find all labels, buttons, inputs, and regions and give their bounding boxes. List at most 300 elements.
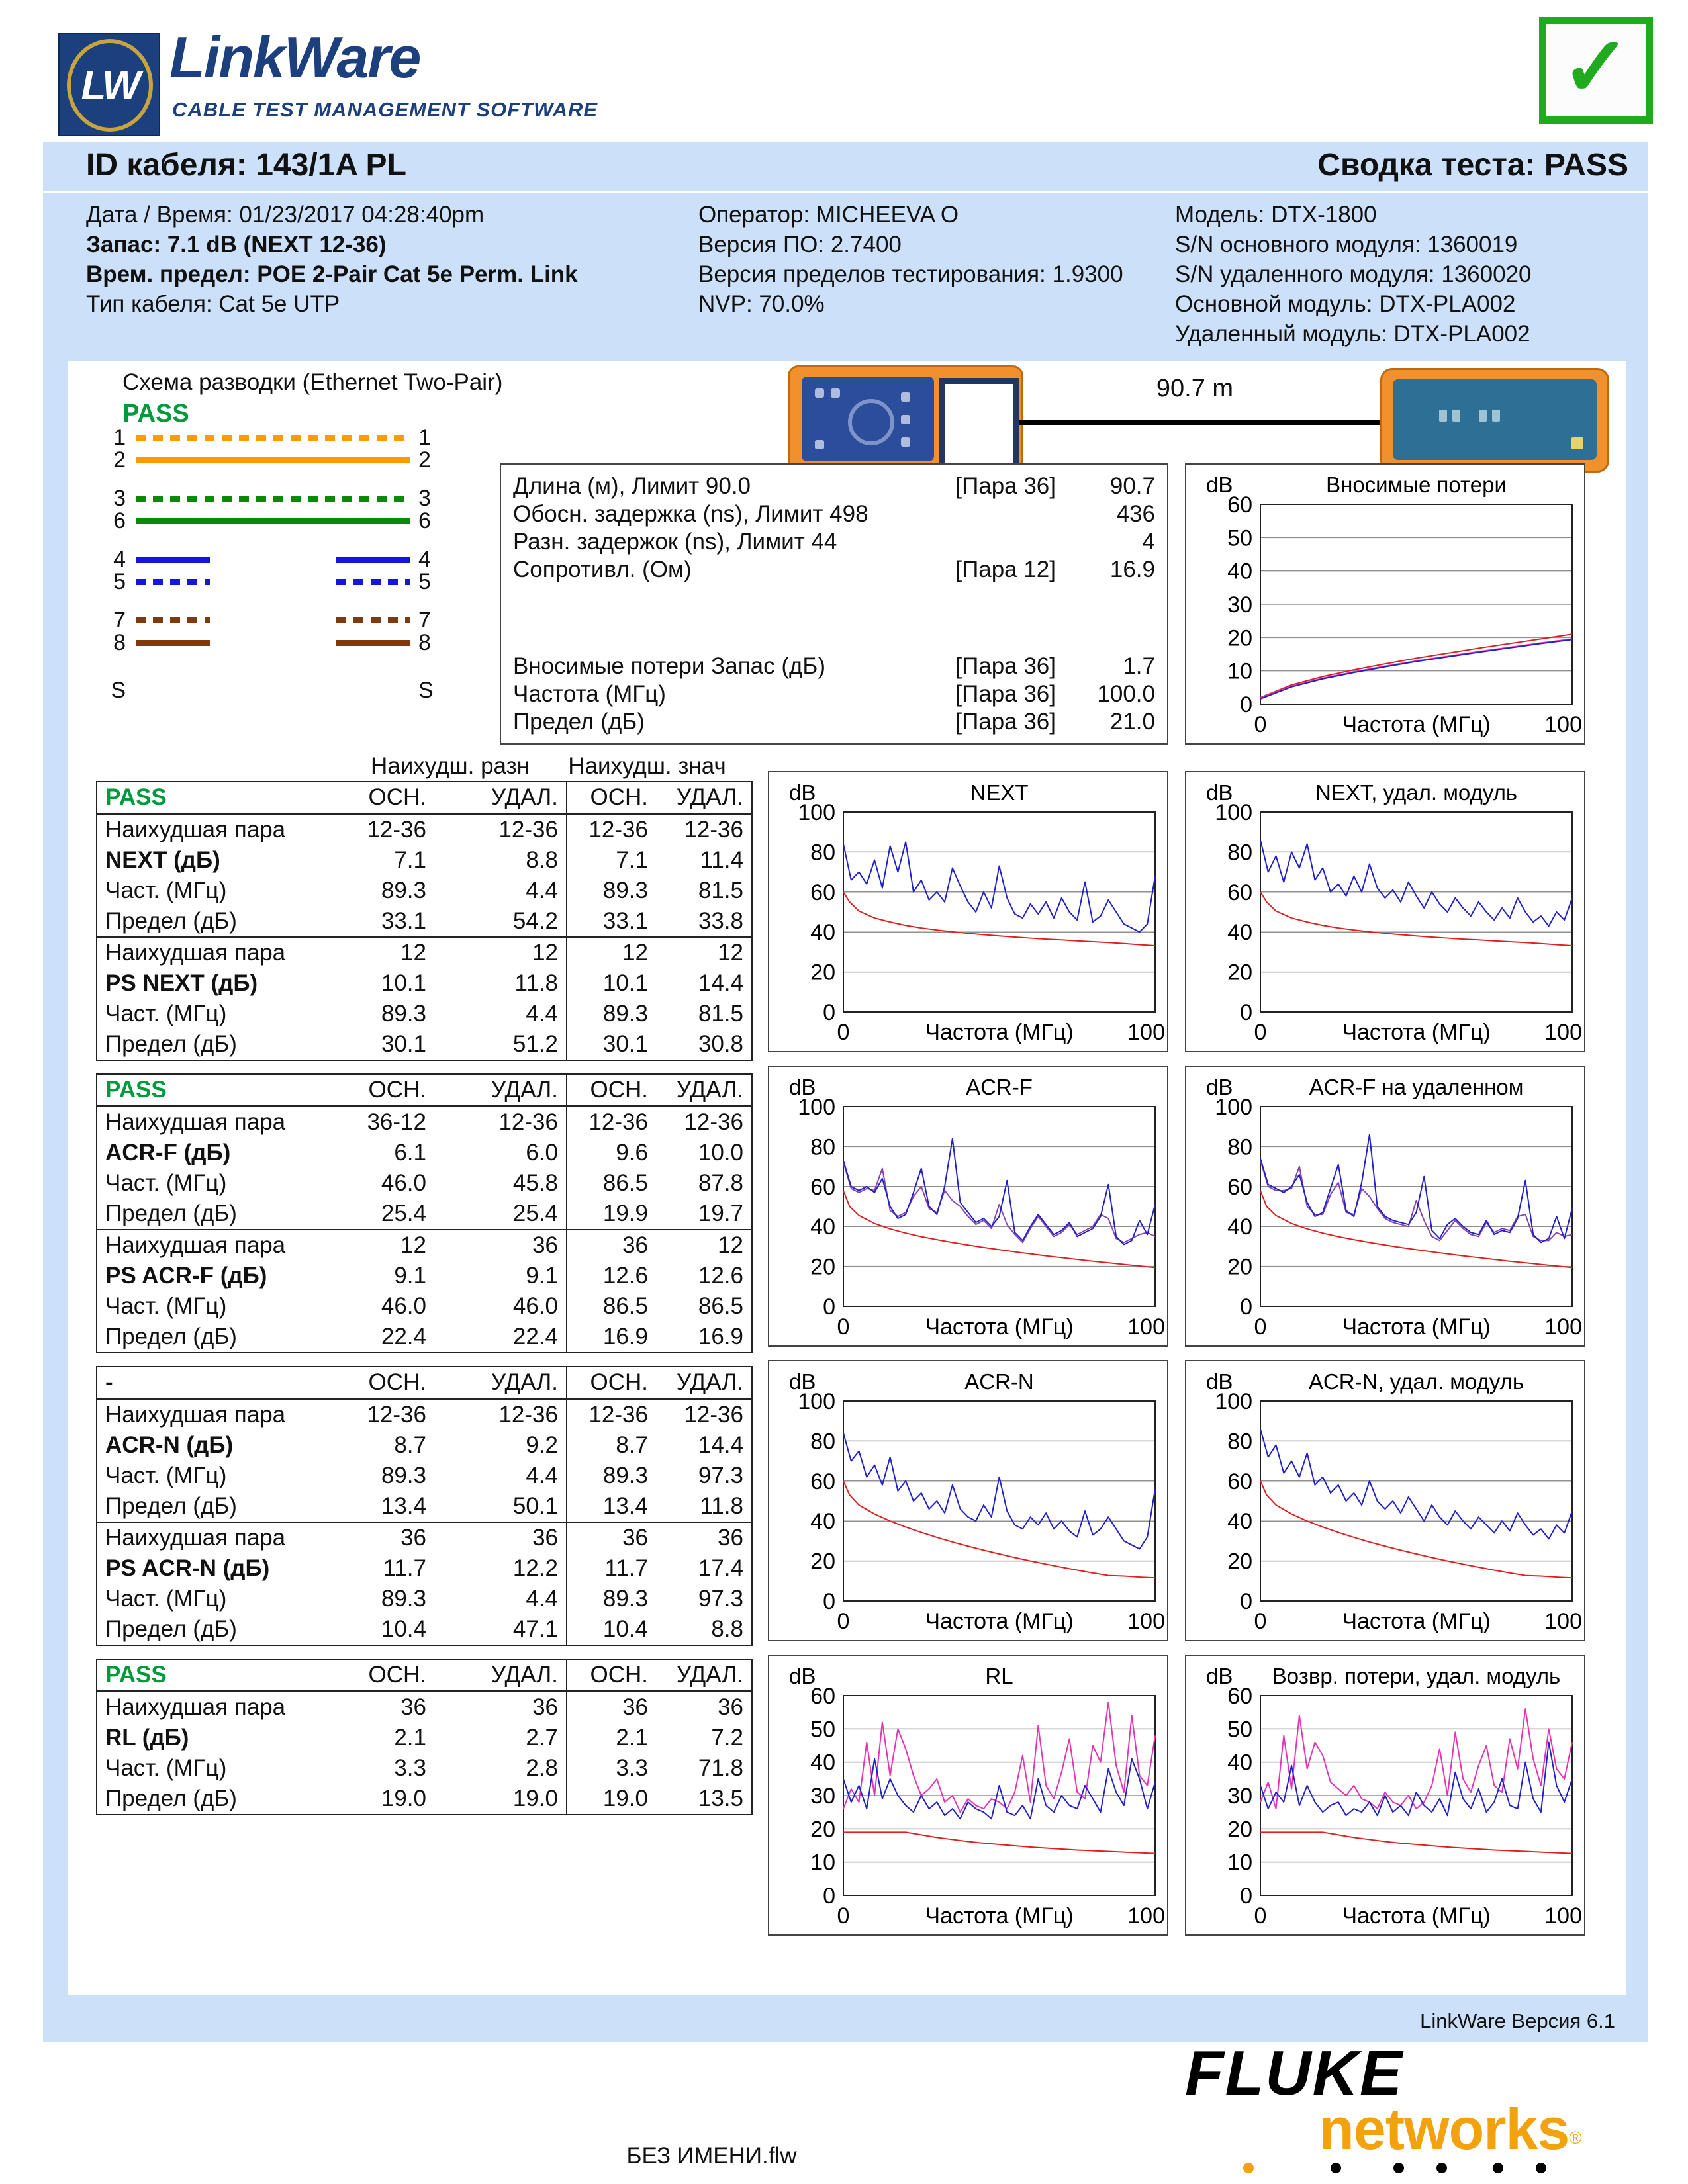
- cell-value: 86.5: [567, 1291, 656, 1322]
- measure-label: Сопротивл. (Ом): [513, 557, 692, 582]
- cell-value: 12-36: [684, 1402, 743, 1428]
- x-axis-label: Частота (МГц): [1342, 1609, 1491, 1634]
- measure-row: [513, 473, 1155, 500]
- cell-value: 10.0: [698, 1140, 743, 1165]
- y-tick-label: 100: [798, 800, 835, 825]
- x-max-label: 100: [1544, 712, 1582, 737]
- wiremap-pin-label: 3: [418, 486, 431, 511]
- wiremap-wire: [136, 557, 210, 563]
- chart-series: [843, 1191, 1155, 1268]
- cell-value: 12-36: [567, 814, 656, 846]
- y-tick-label: 0: [1240, 1295, 1252, 1320]
- row-label: Предел (дБ): [105, 908, 237, 934]
- row-label: Предел (дБ): [105, 1786, 237, 1811]
- fluke-dot: [1331, 2163, 1341, 2173]
- cell-value: 36-12: [367, 1109, 426, 1135]
- cell-value: 89.3: [381, 1001, 426, 1026]
- x-axis-label: Частота (МГц): [1342, 1020, 1491, 1045]
- next-result-table: [96, 781, 753, 1061]
- cable-length-label: 90.7 m: [1156, 375, 1234, 402]
- cell-value: 2.1: [567, 1723, 656, 1753]
- table-status: PASS: [97, 782, 335, 814]
- cell-value: 12: [567, 937, 656, 968]
- cell-value: 10.4: [381, 1616, 426, 1642]
- cell-value: 13.4: [381, 1493, 426, 1519]
- x-axis-label: Частота (МГц): [925, 1314, 1074, 1340]
- measure-value: 90.7: [1109, 473, 1155, 499]
- chart-unit-label: dB: [789, 1369, 816, 1394]
- y-tick-label: 30: [1227, 592, 1252, 617]
- cell-value: 19.0: [512, 1786, 558, 1811]
- chart-series: [1260, 639, 1572, 698]
- row-label: ACR-F (дБ): [105, 1140, 231, 1165]
- cell-value: 12-36: [684, 817, 743, 842]
- cell-value: 12: [656, 937, 752, 968]
- cell-value: 36: [434, 1522, 567, 1553]
- cell-value: 2.1: [394, 1725, 426, 1751]
- y-tick-label: 100: [798, 1095, 835, 1120]
- row-label: ACR-N (дБ): [105, 1432, 234, 1458]
- logo-ellipse: [67, 39, 153, 132]
- table-status: PASS: [97, 1074, 335, 1107]
- y-tick-label: 0: [1240, 1884, 1252, 1909]
- x-max-label: 100: [1544, 1020, 1582, 1045]
- fluke-logo: FLUKE: [1185, 2038, 1403, 2109]
- acrf-result-table: [96, 1073, 753, 1353]
- x-axis-label: Частота (МГц): [925, 1609, 1074, 1634]
- chart-insertion-loss: [1185, 463, 1585, 745]
- cell-value: 87.8: [698, 1170, 743, 1196]
- y-tick-label: 10: [1227, 659, 1252, 684]
- y-tick-label: 20: [810, 1549, 835, 1574]
- cell-value: 89.3: [567, 1584, 656, 1614]
- cell-value: 12.6: [698, 1263, 743, 1289]
- cell-value: 81.5: [698, 1001, 743, 1026]
- remote-tester-face: [1393, 379, 1597, 460]
- chart-acrn: [768, 1360, 1168, 1641]
- cell-value: 11.4: [700, 847, 743, 873]
- y-tick-label: 60: [1227, 1174, 1252, 1200]
- measure-label: Предел (дБ): [513, 709, 645, 735]
- cell-value: 4.4: [526, 1001, 558, 1026]
- y-tick-label: 60: [1227, 880, 1252, 905]
- measure-value: 4: [1142, 529, 1155, 555]
- logo-subtitle: CABLE TEST MANAGEMENT SOFTWARE: [172, 98, 598, 121]
- wiremap-wire: [136, 435, 410, 441]
- chart-next-remote: [1185, 771, 1585, 1052]
- cell-value: 16.9: [698, 1324, 743, 1349]
- row-label: PS NEXT (дБ): [105, 970, 258, 996]
- fluke-dot: [1436, 2163, 1447, 2173]
- header-info-line: Удаленный модуль: DTX-PLA002: [1175, 321, 1530, 347]
- cell-value: 12: [656, 1230, 752, 1261]
- row-label: NEXT (дБ): [105, 847, 220, 873]
- chart-series: [1260, 1481, 1572, 1578]
- y-tick-label: 100: [1215, 1095, 1252, 1120]
- y-tick-label: 40: [1227, 559, 1252, 584]
- chart-acrf: [768, 1066, 1168, 1347]
- networks-logo: networks®: [1319, 2096, 1581, 2161]
- x-min-label: 0: [1254, 1314, 1267, 1340]
- y-tick-label: 60: [810, 880, 835, 905]
- y-tick-label: 0: [1240, 692, 1252, 717]
- wiremap-wire: [136, 457, 410, 463]
- y-tick-label: 40: [1227, 1214, 1252, 1240]
- chart-unit-label: dB: [1206, 780, 1233, 805]
- y-tick-label: 100: [798, 1389, 835, 1414]
- table-status: -: [97, 1367, 335, 1399]
- wiremap-pin-label: 6: [113, 508, 126, 533]
- y-tick-label: 10: [1227, 1850, 1252, 1876]
- measure-pair: [923, 528, 1056, 556]
- y-tick-label: 60: [1227, 1469, 1252, 1494]
- cell-value: 36: [567, 1522, 656, 1553]
- row-label: Част. (МГц): [105, 1463, 227, 1488]
- header-info-line: NVP: 70.0%: [698, 291, 825, 317]
- header-info-line: Запас: 7.1 dB (NEXT 12-36): [86, 232, 387, 257]
- cell-value: 17.4: [698, 1555, 743, 1581]
- cell-value: 45.8: [512, 1170, 558, 1196]
- x-min-label: 0: [1254, 1903, 1267, 1929]
- main-tester-screen: [939, 378, 1019, 472]
- cell-value: 97.3: [698, 1586, 743, 1612]
- column-header: УДАЛ.: [656, 1367, 752, 1399]
- cell-value: 8.8: [711, 1616, 743, 1642]
- row-label: Предел (дБ): [105, 1616, 237, 1642]
- y-tick-label: 40: [1227, 920, 1252, 946]
- header-info-line: Версия ПО: 2.7400: [698, 232, 902, 257]
- y-tick-label: 20: [1227, 1254, 1252, 1280]
- header-info-line: S/N основного модуля: 1360019: [1175, 232, 1518, 257]
- wiremap-wire: [336, 640, 410, 646]
- measure-value: 21.0: [1109, 709, 1155, 735]
- y-tick-label: 80: [1227, 840, 1252, 866]
- cell-value: 10.4: [567, 1614, 656, 1645]
- column-header: УДАЛ.: [434, 1659, 567, 1692]
- cell-value: 71.8: [698, 1755, 743, 1781]
- cell-value: 30.8: [698, 1031, 743, 1057]
- header-info-line: Модель: DTX-1800: [1175, 202, 1377, 228]
- wiremap-wire: [136, 496, 410, 502]
- cell-value: 11.7: [383, 1555, 426, 1581]
- wiremap-wire: [336, 617, 410, 623]
- cell-value: 16.9: [567, 1322, 656, 1353]
- measure-label: Частота (МГц): [513, 681, 666, 707]
- cell-value: 12-36: [498, 1402, 558, 1428]
- y-tick-label: 20: [810, 1254, 835, 1280]
- cell-value: 89.3: [567, 876, 656, 906]
- chart-unit-label: dB: [1206, 1664, 1233, 1688]
- row-label: Наихудшая пара: [105, 1402, 286, 1428]
- wiremap-wire: [136, 518, 410, 524]
- cell-value: 36: [718, 1694, 743, 1720]
- chart-series: [1260, 634, 1572, 698]
- fluke-dot: [1536, 2163, 1546, 2173]
- x-axis-label: Частота (МГц): [925, 1903, 1074, 1929]
- chart-title: ACR-F: [966, 1075, 1033, 1099]
- row-label: Наихудшая пара: [97, 1522, 335, 1553]
- x-min-label: 0: [1254, 1609, 1267, 1634]
- chart-series: [1260, 1742, 1572, 1815]
- chart-series: [843, 1163, 1155, 1243]
- cell-value: 36: [335, 1522, 434, 1553]
- chart-series: [843, 1481, 1155, 1578]
- chart-title: ACR-N, удал. модуль: [1308, 1369, 1524, 1394]
- row-label: Част. (МГц): [105, 1001, 227, 1026]
- chart-series: [1260, 639, 1572, 699]
- chart-title: Вносимые потери: [1326, 473, 1507, 497]
- table-status: PASS: [97, 1659, 335, 1692]
- column-header: ОСН.: [567, 1367, 656, 1399]
- row-label: PS ACR-N (дБ): [105, 1555, 270, 1581]
- software-version-label: LinkWare Версия 6.1: [1420, 2009, 1615, 2032]
- row-label: Предел (дБ): [105, 1201, 237, 1226]
- cable-link-line: [1019, 420, 1380, 425]
- linkware-logo-icon: [58, 33, 160, 136]
- title-divider: [43, 191, 1648, 193]
- header-info-line: Тип кабеля: Cat 5e UTP: [86, 291, 340, 317]
- y-tick-label: 40: [810, 1214, 835, 1240]
- remote-tester-image: [1380, 368, 1609, 473]
- chart-title: NEXT: [970, 780, 1029, 805]
- measure-row: [513, 528, 1155, 556]
- cell-value: 12-36: [498, 817, 558, 842]
- cell-value: 6.1: [394, 1140, 426, 1165]
- cell-value: 33.1: [567, 906, 656, 937]
- y-tick-label: 40: [810, 1509, 835, 1535]
- cell-value: 89.3: [381, 1463, 426, 1488]
- cell-value: 30.1: [567, 1029, 656, 1060]
- column-header: УДАЛ.: [434, 1367, 567, 1399]
- column-header: ОСН.: [335, 1367, 434, 1399]
- cell-value: 12.6: [567, 1261, 656, 1291]
- column-header: УДАЛ.: [656, 782, 752, 814]
- x-axis-label: Частота (МГц): [1342, 1903, 1491, 1929]
- cell-value: 7.1: [567, 845, 656, 876]
- measure-pair: [Пара 36]: [955, 653, 1056, 679]
- results-header-margin: Наихудш. разн: [371, 753, 530, 779]
- x-max-label: 100: [1127, 1020, 1165, 1045]
- cell-value: 4.4: [526, 878, 558, 903]
- row-label: Част. (МГц): [105, 1586, 227, 1612]
- y-tick-label: 30: [810, 1784, 835, 1809]
- chart-series: [843, 1433, 1155, 1549]
- y-tick-label: 80: [810, 1429, 835, 1455]
- y-tick-label: 80: [810, 840, 835, 866]
- cell-value: 46.0: [381, 1170, 426, 1196]
- header-info-line: Основной модуль: DTX-PLA002: [1175, 291, 1516, 317]
- chart-unit-label: dB: [1206, 1369, 1233, 1394]
- cell-value: 19.0: [567, 1784, 656, 1815]
- cell-value: 3.3: [567, 1753, 656, 1784]
- chart-title: ACR-F на удаленном: [1309, 1075, 1524, 1099]
- acrn-result-table: [96, 1366, 753, 1646]
- cell-value: 11.7: [567, 1553, 656, 1584]
- cell-value: 12-36: [567, 1107, 656, 1138]
- cell-value: 36: [656, 1522, 752, 1553]
- wiremap-wire: [136, 579, 210, 585]
- column-header: ОСН.: [335, 1074, 434, 1107]
- header-info-line: Оператор: MICHEEVA O: [698, 202, 959, 228]
- cell-value: 11.8: [514, 970, 558, 996]
- wiremap-pin-label: 4: [113, 547, 126, 572]
- cell-value: 86.5: [567, 1168, 656, 1199]
- column-header: УДАЛ.: [434, 1074, 567, 1107]
- wiremap-pin-label: 1: [418, 425, 431, 450]
- cell-value: 46.0: [381, 1293, 426, 1319]
- x-max-label: 100: [1127, 1903, 1165, 1929]
- wiremap-title: Схема разводки (Ethernet Two-Pair): [122, 369, 503, 395]
- cell-value: 22.4: [381, 1324, 426, 1349]
- chart-series: [1260, 840, 1572, 926]
- row-label: Наихудшая пара: [105, 1694, 286, 1720]
- x-axis-label: Частота (МГц): [925, 1020, 1074, 1045]
- report-filename: БЕЗ ИМЕНИ.flw: [626, 2143, 797, 2169]
- row-label: PS ACR-F (дБ): [105, 1263, 267, 1289]
- y-tick-label: 10: [810, 1850, 835, 1876]
- y-tick-label: 0: [823, 1884, 835, 1909]
- row-label: Предел (дБ): [105, 1324, 237, 1349]
- cell-value: 89.3: [381, 1586, 426, 1612]
- chart-title: Возвр. потери, удал. модуль: [1272, 1664, 1561, 1688]
- cell-value: 30.1: [381, 1031, 426, 1057]
- wiremap-pin-label: 3: [113, 486, 126, 511]
- cell-value: 12-36: [498, 1109, 558, 1135]
- row-label: Част. (МГц): [105, 878, 227, 903]
- logo-mark: LW: [81, 62, 139, 109]
- measure-value: 100.0: [1097, 681, 1155, 707]
- x-max-label: 100: [1544, 1314, 1582, 1340]
- column-header: УДАЛ.: [656, 1659, 752, 1692]
- main-tester-keypad: [802, 377, 934, 461]
- wiremap-pin-label: 5: [113, 569, 126, 594]
- cell-value: 12: [434, 937, 567, 968]
- table-spacer: [513, 584, 1155, 653]
- cell-value: 9.1: [526, 1263, 558, 1289]
- fluke-dot: [1493, 2163, 1503, 2173]
- chart-series: [1260, 892, 1572, 946]
- measure-pair: [Пара 36]: [955, 709, 1056, 735]
- y-tick-label: 0: [1240, 1589, 1252, 1614]
- x-min-label: 0: [837, 1903, 850, 1929]
- cell-value: 11.8: [700, 1493, 743, 1519]
- cell-value: 9.1: [394, 1263, 426, 1289]
- x-max-label: 100: [1544, 1609, 1582, 1634]
- cable-id-title: ID кабеля: 143/1A PL: [86, 148, 406, 183]
- chart-unit-label: dB: [1206, 1075, 1233, 1099]
- wiremap-pin-label: 7: [113, 608, 126, 633]
- y-tick-label: 0: [823, 1295, 835, 1320]
- logo-title: LinkWare: [169, 24, 420, 90]
- y-tick-label: 40: [810, 1750, 835, 1776]
- cell-value: 46.0: [512, 1293, 558, 1319]
- cell-value: 19.0: [381, 1786, 426, 1811]
- cell-value: 3.3: [394, 1755, 426, 1781]
- header-info-line: S/N удаленного модуля: 1360020: [1175, 261, 1532, 287]
- cell-value: 25.4: [381, 1201, 426, 1226]
- cell-value: 54.2: [512, 908, 558, 934]
- cell-value: 12.2: [512, 1555, 558, 1581]
- x-axis-label: Частота (МГц): [1342, 712, 1491, 737]
- y-tick-label: 100: [1215, 1389, 1252, 1414]
- y-tick-label: 50: [1227, 1717, 1252, 1743]
- chart-series: [843, 842, 1155, 932]
- test-summary-title: Сводка теста: PASS: [1317, 148, 1628, 183]
- header-info-line: Версия пределов тестирования: 1.9300: [698, 261, 1123, 287]
- measure-row: [513, 556, 1155, 584]
- cell-value: 19.7: [698, 1201, 743, 1226]
- x-min-label: 0: [1254, 1020, 1267, 1045]
- cell-value: 89.3: [567, 999, 656, 1029]
- y-tick-label: 0: [823, 1000, 835, 1025]
- y-tick-label: 60: [1227, 1684, 1252, 1709]
- header-info-col2: [698, 200, 1123, 319]
- y-tick-label: 50: [810, 1717, 835, 1743]
- chart-unit-label: dB: [789, 1664, 816, 1688]
- chart-series: [843, 1759, 1155, 1819]
- cell-value: 36: [434, 1230, 567, 1261]
- cell-value: 47.1: [512, 1616, 558, 1642]
- wiremap-wire: [336, 557, 410, 563]
- column-header: ОСН.: [335, 1659, 434, 1692]
- measure-pair: [923, 500, 1056, 528]
- chart-title: ACR-N: [964, 1369, 1034, 1394]
- y-tick-label: 80: [810, 1134, 835, 1160]
- row-label: Част. (МГц): [105, 1293, 227, 1319]
- chart-acrf-remote: [1185, 1066, 1585, 1347]
- fluke-dot-orange: [1243, 2163, 1254, 2173]
- cell-value: 9.6: [567, 1138, 656, 1168]
- measure-row: [513, 500, 1155, 528]
- measure-value: 1.7: [1123, 653, 1155, 679]
- cell-value: 13.5: [698, 1786, 743, 1811]
- measure-row: [513, 680, 1155, 708]
- header-info-col1: [86, 200, 578, 319]
- x-min-label: 0: [837, 1020, 850, 1045]
- wiremap-pin-label: 8: [113, 630, 126, 655]
- measure-value: 16.9: [1109, 557, 1155, 582]
- cell-value: 12: [335, 937, 434, 968]
- measure-row: [513, 708, 1155, 736]
- cell-value: 8.8: [526, 847, 558, 873]
- measure-pair: [Пара 36]: [955, 681, 1056, 707]
- result-table: [96, 1366, 753, 1646]
- y-tick-label: 40: [810, 920, 835, 946]
- y-tick-label: 30: [1227, 1784, 1252, 1809]
- cell-value: 50.1: [512, 1493, 558, 1519]
- x-axis-label: Частота (МГц): [1342, 1314, 1491, 1340]
- row-label: Наихудшая пара: [97, 1230, 335, 1261]
- pass-check-icon: [1539, 17, 1653, 124]
- measurement-summary-table: [500, 463, 1168, 745]
- cell-value: 12: [335, 1230, 434, 1261]
- wiremap-status: PASS: [122, 400, 189, 428]
- column-header: УДАЛ.: [656, 1074, 752, 1107]
- rl-result-table: [96, 1659, 753, 1815]
- cell-value: 8.7: [567, 1430, 656, 1461]
- wiremap-pin-label: 2: [113, 447, 126, 473]
- cell-value: 4.4: [526, 1463, 558, 1488]
- chart-rl-remote: [1185, 1655, 1585, 1936]
- row-label: RL (дБ): [105, 1725, 189, 1751]
- wiremap-pin-label: S: [111, 678, 126, 703]
- chart-unit-label: dB: [1206, 473, 1233, 497]
- y-tick-label: 60: [810, 1469, 835, 1494]
- measure-row: [513, 653, 1155, 680]
- y-tick-label: 0: [1240, 1000, 1252, 1025]
- measure-pair: [Пара 36]: [955, 473, 1056, 499]
- x-min-label: 0: [1254, 712, 1267, 737]
